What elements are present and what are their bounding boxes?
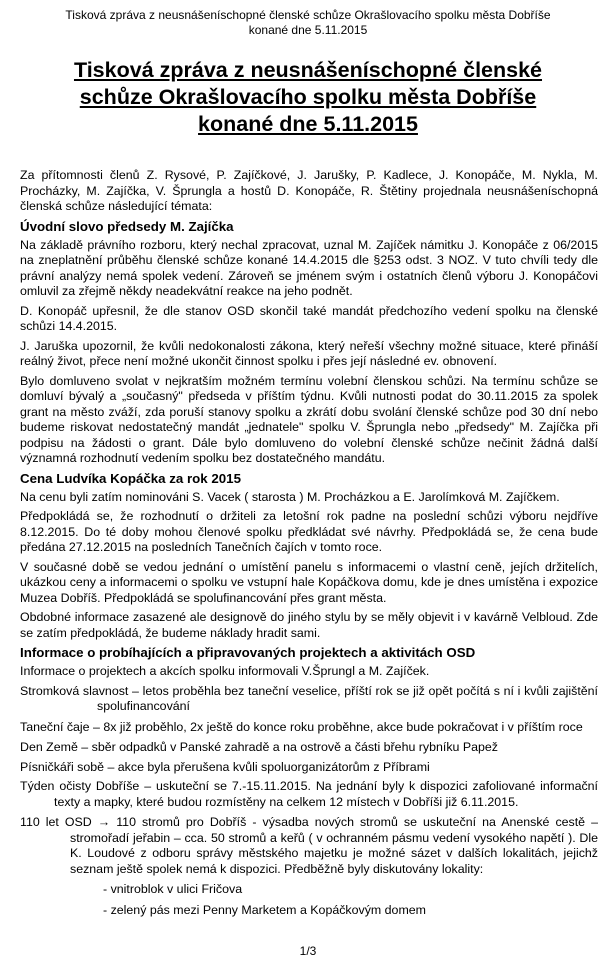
section-heading-opening-word: Úvodní slovo předsedy M. Zajíčka — [20, 218, 234, 234]
list-item: Týden očisty Dobříše – uskuteční se 7.-15.11.2015. Na jednání byly k dispozici zafoliované informační texty a mapky, které budou rozmístěny na celkem 12 místech v Dobříši již 6.11.2015. — [20, 779, 598, 809]
paragraph: Informace o projektech a akcích spolku informovali V.Šprungl a M. Zajíček. — [20, 664, 430, 678]
paragraph: Na cenu byli zatím nominováni S. Vacek ( starosta ) M. Procházkou a E. Jarolímková M. Zajíčkem. — [20, 489, 560, 504]
running-header-line2: konané dne 5.11.2015 — [248, 23, 368, 37]
page-number: 1/3 — [299, 944, 317, 958]
list-item: Písničkáři sobě – akce byla přerušena kvůli spoluorganizátorům z Příbrami — [20, 759, 430, 774]
title-line1: Tisková zpráva z neusnášeníschopné členské — [73, 58, 543, 82]
list-item: Taneční čaje – 8x již proběhlo, 2x ještě do konce roku proběhne, akce bude pokračovat i v příštím roce — [20, 719, 583, 734]
list-item: Den Země – sběr odpadků v Panské zahradě a na ostrově a části břehu rybníku Papež — [20, 740, 499, 754]
intro-paragraph: Za přítomnosti členů Z. Rysové, P. Zajíčkové, J. Jarušky, P. Kadlece, J. Konopáče, M. Nykla, M. Procházky, M. Zajíčka, V. Šprungla a hostů D. Konopáče, R. Štětiny projednala neusnášeníschopná členská schůze následující témata: — [20, 168, 598, 213]
running-header — [20, 8, 596, 38]
page-title — [20, 57, 596, 138]
document-body — [20, 168, 598, 923]
list-item: Stromková slavnost – letos proběhla bez taneční veselice, příští rok se již opět počítá s ní i kvůli zajištění spolufinancování — [20, 683, 598, 713]
paragraph: V současné době se vedou jednání o umístění panelu s informacemi o vlastní ceně, jejích držitelích, ukázkou ceny a informacemi o spolku ve vstupní hale Kopáčkova domu, kde je dnes umístěna i expozice Muzea Dobříš. Předpokládá se spolufinancování přes grant města. — [20, 559, 598, 605]
paragraph: Na základě právního rozboru, který nechal zpracovat, uznal M. Zajíček námitku J. Konopáče z 06/2015 na zneplatnění průběhu členské schůze konané 14.4.2015 dle §253 odst. 3 NOZ. V tuto chvíli tedy dle právní analýzy nemá spolek vedení. Zároveň se jménem svým i ostatních členů výboru J. Konopáčovi omluvil za zřejmě někdy neadekvátní reakce na jeho podnět. — [20, 237, 598, 298]
title-line2: schůze Okrašlovacího spolku města Dobříše — [79, 85, 537, 109]
sub-list-item: - vnitroblok v ulici Fričova — [103, 882, 243, 896]
section-heading-projects: Informace o probíhajících a připravovaných projektech a aktivitách OSD — [20, 645, 476, 660]
paragraph: J. Jaruška upozornil, že kvůli nedokonalosti zákona, který neřeší všechny možné situace, které přináší reálný život, přece není možné ukončit činnost spolku i přes její následné ev. obnovení. — [20, 338, 598, 368]
paragraph: Obdobné informace zasazené ale designově do jiného stylu by se měly objevit i v kavárně Velbloud. Zde se zatím předpokládá, že budeme náklady hradit sami. — [20, 610, 598, 640]
paragraph: Bylo domluveno svolat v nejkratším možném termínu volební členskou schůzi. Na termínu schůze se domluví bývalý a „současný" předseda v příštím týdnu. Kvůli nutnosti podat do 30.11.2015 za spolek grant na město zváží, zda poruší stanovy spolku a zkrátí dobu svolání členské schůze pod 30 dní nebo budeme riskovat nedostatečný mandát „jednatele" spolku V. Šprungla nebo „předsedy" M. Zajíčka při podpisu na žádosti o grant. Dále bylo domluveno do volební členské schůze nečinit žádná další významná rozhodnutí vedením spolku bez dostatečného mandátu. — [20, 373, 598, 465]
paragraph: D. Konopáč upřesnil, že dle stanov OSD skončil také mandát předchozího vedení spolku na členské schůzi 14.4.2015. — [20, 303, 598, 333]
running-header-line1: Tisková zpráva z neusnášeníschopné členské schůze Okrašlovacího spolku města Dobříše — [65, 8, 551, 22]
sub-list-item: - zelený pás mezi Penny Marketem a Kopáčkovým domem — [103, 902, 426, 917]
list-item: 110 let OSD → 110 stromů pro Dobříš - výsadba nových stromů se uskuteční na Anenské cestě – stromořadí jeřabin – cca. 50 stromů a keřů ( v ochranném pásmu vedení vysokého napětí ). Dle K. Loudové z odboru správy městského majetku je možné sázet v dalších lokalitách, jejichž seznam ještě spolek nemá k dispozici. Předběžně byly diskutovány lokality: — [20, 815, 598, 876]
paragraph: Předpokládá se, že rozhodnutí o držiteli za letošní rok padne na poslední schůzi výboru nejdříve 8.12.2015. Do té doby mohou členové spolku předkládat své návrhy. Předpokládá se, že cena bude předána 27.12.2015 na posledních Tanečních čajích v tomto roce. — [20, 509, 598, 554]
title-line3: konané dne 5.11.2015 — [198, 112, 418, 136]
section-heading-award: Cena Ludvíka Kopáčka za rok 2015 — [20, 470, 241, 486]
